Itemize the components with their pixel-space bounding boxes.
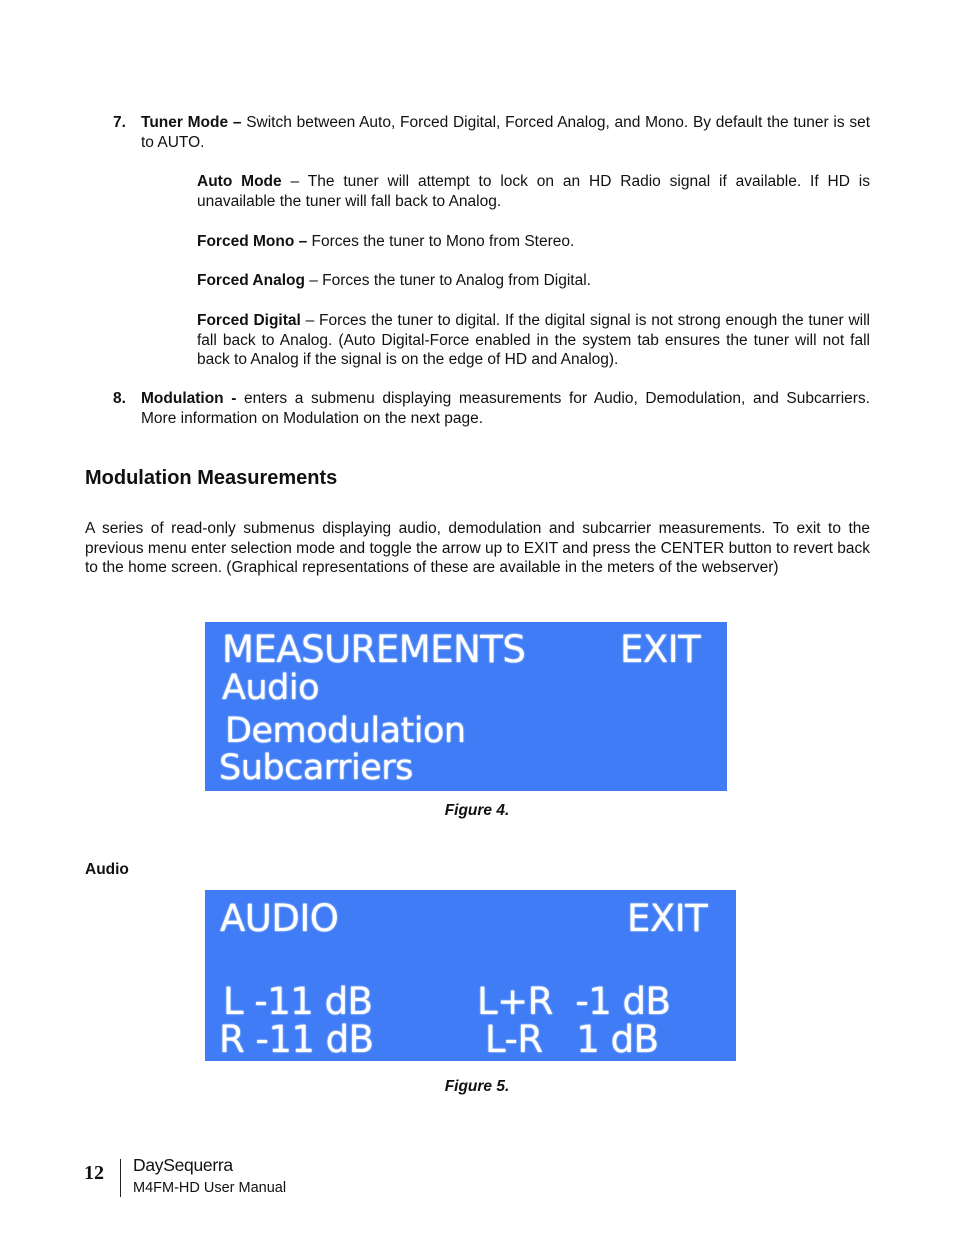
section-body: A series of read-only submenus displaying audio, demodulation and subcarrier measurements. To exit to the previous menu enter selection mode and toggle the arrow up to EXIT and press the CENTER button to revert back to the home screen. (Graphical representations of these are available in the meters of the webserver)	[85, 520, 870, 577]
forced-mono-title: Forced Mono –	[197, 233, 308, 250]
lcd-difference-level: L-R 1 dB	[485, 1018, 659, 1061]
auto-mode-text: – The tuner will attempt to lock on an HD Radio signal if available. If HD is unavailable the tuner will fall back to Analog.	[197, 173, 870, 210]
modulation-paragraph	[141, 389, 870, 428]
forced-analog-text: – Forces the tuner to Analog from Digital.	[304, 272, 591, 289]
lcd-exit: EXIT	[627, 897, 708, 940]
page-number: 12	[84, 1162, 104, 1184]
figure-caption: Figure 5.	[444, 1078, 510, 1095]
forced-analog-title: Forced Analog	[197, 272, 305, 289]
forced-digital-paragraph	[197, 311, 870, 370]
lcd-title: AUDIO	[220, 897, 339, 940]
lcd-menu-audio: Audio	[222, 668, 319, 708]
lcd-exit: EXIT	[620, 628, 701, 671]
footer-divider	[120, 1159, 121, 1197]
forced-digital-title: Forced Digital	[197, 312, 301, 329]
modulation-text: enters a submenu displaying measurements for Audio, Demodulation, and Subcarriers. More information on Modulation on the next page.	[141, 390, 870, 427]
section-heading: Modulation Measurements	[85, 467, 338, 489]
lcd-menu-subcarriers: Subcarriers	[219, 748, 413, 788]
modulation-title: Modulation -	[141, 390, 237, 407]
forced-mono-paragraph	[197, 232, 870, 252]
list-number: 7.	[113, 114, 126, 131]
figure-caption: Figure 4.	[444, 802, 510, 819]
lcd-left-level: L -11 dB	[223, 980, 373, 1023]
list-number: 8.	[113, 390, 126, 407]
measurements-lcd-screen	[205, 622, 727, 791]
auto-mode-paragraph	[197, 172, 870, 211]
lcd-right-level: R -11 dB	[219, 1018, 374, 1061]
document-title: M4FM-HD User Manual	[133, 1180, 287, 1196]
lcd-sum-level: L+R -1 dB	[477, 980, 671, 1023]
lcd-title: MEASUREMENTS	[222, 628, 526, 671]
audio-lcd-screen	[205, 890, 736, 1061]
tuner-mode-title: Tuner Mode –	[141, 114, 242, 131]
audio-heading: Audio	[85, 861, 129, 878]
lcd-menu-demodulation: Demodulation	[225, 711, 466, 751]
forced-analog-paragraph	[197, 271, 870, 291]
tuner-mode-text: Switch between Auto, Forced Digital, Forced Analog, and Mono. By default the tuner is set to AUTO.	[141, 114, 870, 151]
brand-logo-text: DaySequerra	[133, 1155, 233, 1175]
auto-mode-title: Auto Mode	[197, 173, 282, 190]
tuner-mode-paragraph	[141, 113, 870, 152]
forced-mono-text: Forces the tuner to Mono from Stereo.	[307, 233, 575, 250]
forced-digital-text: – Forces the tuner to digital. If the digital signal is not strong enough the tuner will fall back to Analog. (Auto Digital-Force enabled in the system tab ensures the tuner will not fall back to Analog if the signal is on the edge of HD and Analog).	[197, 312, 870, 369]
